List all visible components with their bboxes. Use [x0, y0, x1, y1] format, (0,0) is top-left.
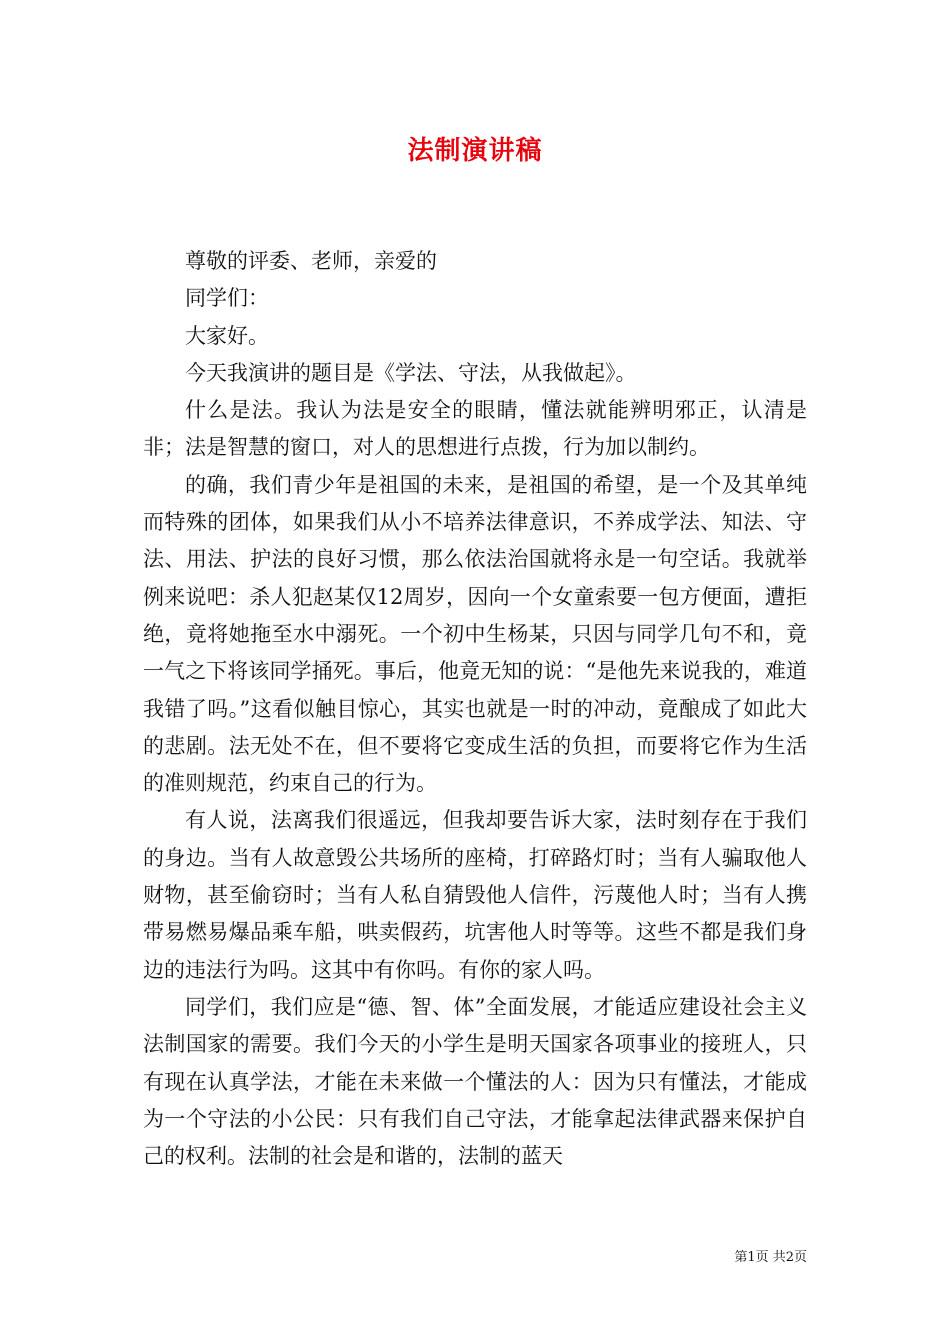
paragraph-what-is-law: 什么是法。我认为法是安全的眼睛，懂法就能辨明邪正，认清是非；法是智慧的窗口，对人的思想进行点拨，行为加以制约。	[143, 398, 807, 460]
document-body	[143, 243, 807, 1175]
paragraph-greeting: 大家好。	[185, 323, 269, 348]
paragraph-topic: 今天我演讲的题目是《学法、守法，从我做起》。	[185, 360, 637, 385]
paragraph-salutation-continued: 同学们：	[185, 286, 269, 311]
paragraph-law-around-us: 有人说，法离我们很遥远，但我却要告诉大家，法时刻存在于我们的身边。当有人故意毁公共场所的座椅，打碎路灯时；当有人骗取他人财物，甚至偷窃时；当有人私自猜毁他人信件，污蔑他人时；当有人携带易燃易爆品乘车船，哄卖假药，坑害他人时等等。这些不都是我们身边的违法行为吗。这其中有你吗。有你的家人吗。	[143, 808, 807, 982]
page-number-footer: 第1页 共2页	[734, 1250, 807, 1265]
paragraph-youth-examples: 的确，我们青少年是祖国的未来，是祖国的希望，是一个及其单纯而特殊的团体，如果我们从小不培养法律意识，不养成学法、知法、守法、用法、护法的良好习惯，那么依法治国就将永是一句空话。我就举例来说吧：杀人犯赵某仅12周岁，因向一个女童索要一包方便面，遭拒绝，竟将她拖至水中溺死。一个初中生杨某，只因与同学几句不和，竟一气之下将该同学捅死。事后，他竟无知的说：“是他先来说我的，难道我错了吗。”这看似触目惊心，其实也就是一时的冲动，竟酿成了如此大的悲剧。法无处不在，但不要将它变成生活的负担，而要将它作为生活的准则规范，约束自己的行为。	[143, 472, 807, 796]
paragraph-conclusion: 同学们，我们应是“德、智、体”全面发展，才能适应建设社会主义法制国家的需要。我们今天的小学生是明天国家各项事业的接班人，只有现在认真学法，才能在未来做一个懂法的人：因为只有懂法，才能成为一个守法的小公民：只有我们自己守法，才能拿起法律武器来保护自己的权利。法制的社会是和谐的，法制的蓝天	[143, 994, 807, 1169]
paragraph-salutation: 尊敬的评委、老师，亲爱的	[185, 249, 437, 273]
document-title: 法制演讲稿	[407, 136, 543, 166]
